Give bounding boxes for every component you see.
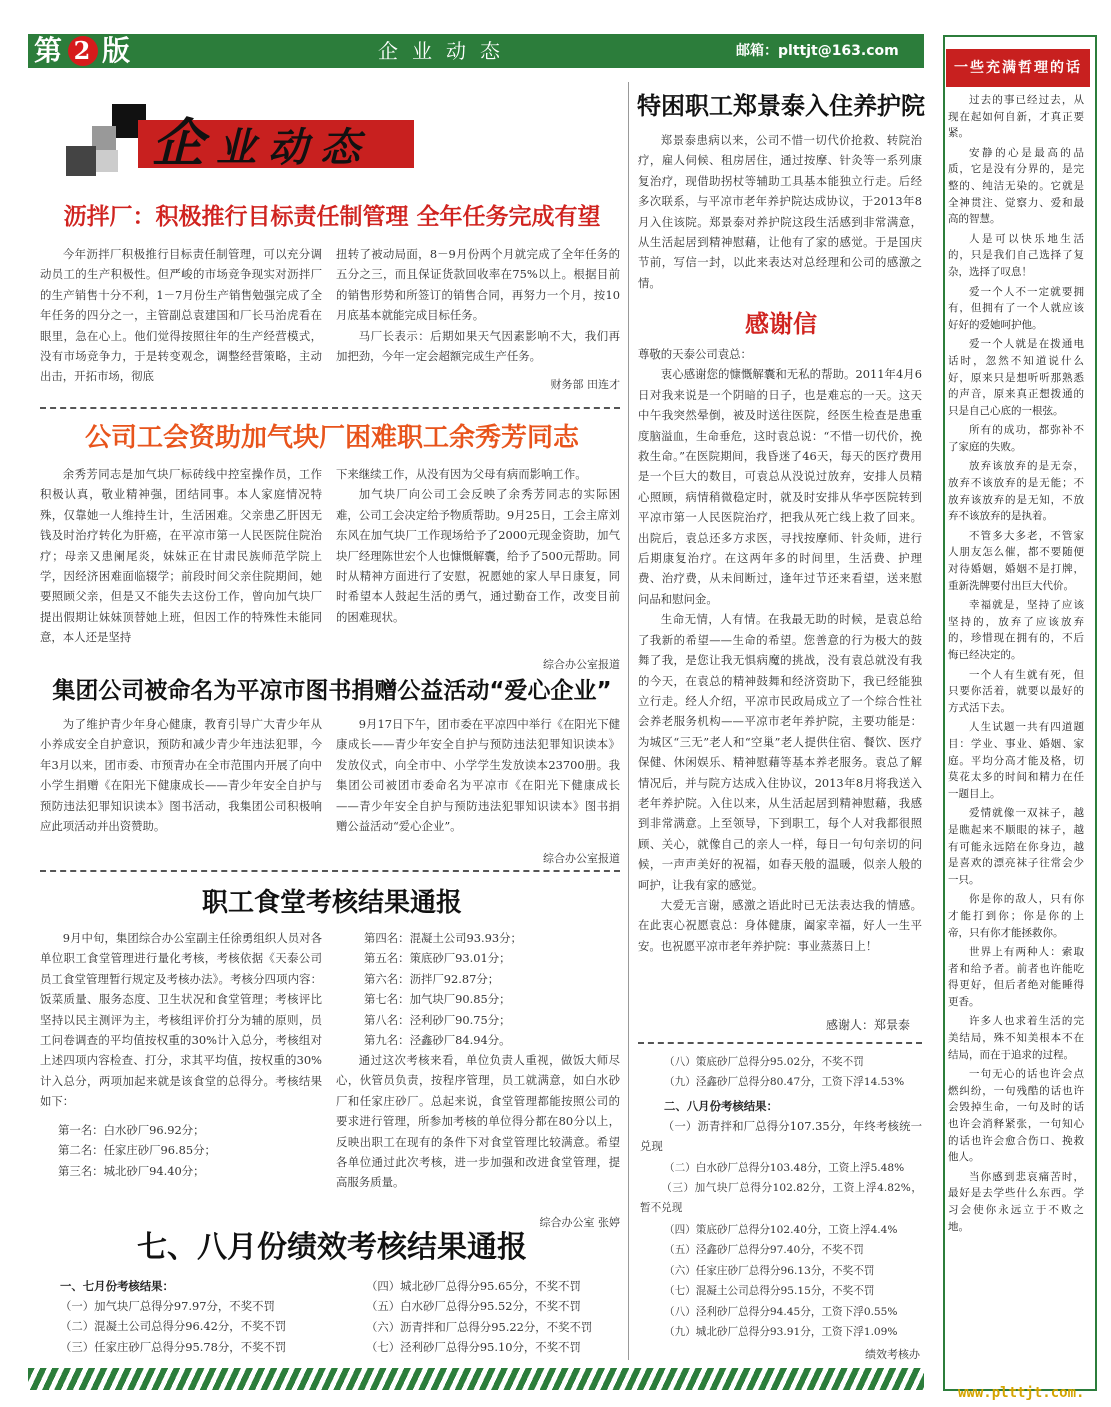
article5-signature: 绩效考核办 [865, 1348, 920, 1361]
banner-first-char: 企 [152, 113, 217, 174]
column-divider [628, 82, 629, 1360]
result-item: （六）沥青拌和厂总得分95.22分，不奖不罚 [366, 1319, 593, 1334]
article5-july-heading: 一、七月份考核结果： [60, 1279, 174, 1293]
article3-col1-text: 为了维护青少年身心健康，教育引导广大青少年从小养成安全自护意识，预防和减少青少年违法犯罪，今年3月以来，团市委、市预青办在全市范围内开展了向中小学生捐赠《在阳光下健康成长——青少年安全自护与预防违法犯罪知识读本》图书活动，我集团公司积极响应此项活动并出资赞助。 [40, 717, 322, 834]
edition-label [34, 34, 174, 68]
article1-col1 [40, 244, 322, 387]
divider-2 [40, 870, 620, 872]
sidebar-quote: 爱情就像一双袜子，越是瞧起来不顺眼的袜子，越有可能永远陪在你身边，越是喜欢的漂亮袜子往常会少一只。 [948, 807, 1084, 886]
sidebar-quote: 安静的心是最高的品质，它是没有分界的，是完整的、纯洁无染的。它就是全神贯注、觉察力、爱和最高的智慧。 [948, 146, 1084, 226]
article6-text: 郑景泰患病以来，公司不惜一切代价抢救、转院治疗，雇人伺候、租房居住，通过按摩、针灸等一系列康复治疗，现借助拐杖等辅助工具基本能独立行走。后经多次联系，与平凉市老年养护院达成协议，于2013年8月入住该院。郑景泰对养护院这段生活感到非常满意，从生活起居到精神慰藉，让他有了家的感觉。于是国庆节前，写信一封，以此来表达对总经理和公司的感激之情。 [638, 133, 922, 290]
sidebar-quote: 当你感到悲哀痛苦时，最好是去学些什么东西。学习会使你永远立于不败之地。 [948, 1170, 1084, 1233]
article1-title: 沥拌厂：积极推行目标责任制管理 全年任务完成有望 [63, 204, 601, 230]
article4-col2 [336, 1050, 620, 1193]
sidebar-quote: 爱一个人不一定就要拥有，但拥有了一个人就应该好好的爱她呵护他。 [948, 285, 1084, 331]
rank-item: 第三名：城北砂厂94.40分； [58, 1163, 205, 1178]
rank-item: 第二名：任家庄砂厂96.85分； [58, 1143, 216, 1158]
rank-item: 第一名：白水砂厂96.92分； [58, 1123, 205, 1137]
article7-title: 感谢信 [745, 310, 817, 338]
article2-col1 [40, 464, 322, 648]
article4-col1-text: 9月中旬，集团综合办公室副主任徐勇组织人员对各单位职工食堂管理进行量化考核，考核依据《天泰公司员工食堂管理暂行规定及考核办法》。考核分四项内容：饭菜质量、服务态度、卫生状况和食堂管理；考核评比坚持以民主测评为主，考核组评价打分为辅的原则，员工问卷调查的平均值按权重的30%计入总分，考核组对上述四项内容检查、打分，求其平均值，按权重的30%计入总分，两项加起来就是该食堂的总得分。考核结果如下： [40, 931, 322, 1109]
banner-rest: 业动态 [216, 124, 373, 171]
result-item: （八）策底砂厂总得分95.02分，不奖不罚 [664, 1056, 864, 1068]
footer-website-link[interactable]: www.plttjt.com. [958, 1385, 1085, 1401]
logo-square-dark [66, 146, 96, 176]
article2-signature: 综合办公室报道 [543, 658, 620, 671]
result-item: （四）城北砂厂总得分95.65分，不奖不罚 [366, 1279, 581, 1293]
article5-aug-third [640, 1178, 922, 1219]
article4-signature: 综合办公室 张婷 [539, 1216, 620, 1229]
article1-col2-para1: 扭转了被动局面，8－9月份两个月就完成了全年任务的五分之三，而且保证货款回收率在75%以上。根据目前的销售形势和所签订的销售合同，再努力一个月，按10月底基本就能完成目标任务。 [336, 247, 620, 323]
rank-item: 第九名：泾鑫砂厂84.94分。 [364, 1033, 511, 1048]
rank-item: 第六名：沥拌厂92.87分； [364, 971, 500, 986]
edition-prefix: 第 [34, 34, 65, 67]
result-item: （九）泾鑫砂厂总得分80.47分，工资下浮14.53% [664, 1076, 905, 1089]
section-banner-title [152, 113, 422, 174]
sidebar-quote: 世界上有两种人：索取者和给予者。前者也许能吃得更好，但后者绝对能睡得更香。 [948, 946, 1084, 1008]
article5-aug-heading: 二、八月份考核结果： [664, 1099, 778, 1113]
article4-ranks-top [58, 1120, 320, 1181]
footer-stripes [28, 1368, 924, 1390]
sidebar-quote: 幸福就是，坚持了应该坚持的，放弃了应该放弃的，珍惜现在拥有的，不后悔已经决定的。 [948, 599, 1084, 661]
article6-title: 特困职工郑景泰入住养护院 [637, 92, 925, 120]
edition-suffix: 版 [102, 34, 133, 67]
article4-col1 [40, 928, 322, 1112]
sidebar-quote: 你是你的敌人，只有你才能打到你；你是你的上帝，只有你才能拯救你。 [948, 893, 1084, 939]
article1-col2 [336, 244, 620, 366]
letter-para: 大爱无言谢，感激之语此时已无法表达我的情感。在此衷心祝愿袁总：身体健康，阖家幸福，好人一生平安。也祝愿平凉市老年养护院：事业蒸蒸日上！ [638, 897, 922, 953]
article5-july-col2 [366, 1276, 622, 1358]
sidebar-title: 一些充满哲理的话 [946, 49, 1090, 87]
article1-col1-text: 今年沥拌厂积极推行目标责任制管理，可以充分调动员工的生产积极性。但严峻的市场竞争现实对沥拌厂的生产销售十分不利，1－7月份生产销售勉强完成了全年任务的四分之一，主管副总袁建国和厂长马治虎看在眼里，急在心上。他们觉得按照往年的生产经营模式，没有市场竞争力，于是转变观念，调整经营策略，主动出击，开拓市场，彻底 [40, 247, 322, 384]
result-item: （七）混凝土公司总得分95.15分，不奖不罚 [664, 1285, 875, 1298]
sidebar-quote: 爱一个人就是在拨通电话时，忽然不知道说什么好，原来只是想听听那熟悉的声音，原来真正想拨通的只是自己心底的一根弦。 [948, 338, 1084, 417]
rank-item: 第四名：混凝土公司93.93分； [364, 931, 522, 945]
article1-signature: 财务部 田连才 [550, 378, 620, 391]
result-item: （四）策底砂厂总得分102.40分，工资上浮4.4% [664, 1224, 898, 1236]
result-item: （一）沥青拌和厂总得分107.35分，年终考核统一兑现 [640, 1119, 922, 1154]
sidebar-quote: 人生试题一共有四道题目：学业、事业、婚姻、家庭。平均分高才能及格，切莫花太多的时间和精力在任一题目上。 [948, 721, 1084, 800]
result-item: （二）混凝土公司总得分96.42分，不奖不罚 [60, 1319, 287, 1334]
logo-square-light [96, 150, 118, 172]
section-name: 企业动态 [378, 39, 514, 63]
rank-item: 第五名：策底砂厂93.01分； [364, 951, 511, 966]
sidebar-body [948, 92, 1084, 1238]
email-label: 邮箱：plttjt@163.com [736, 43, 899, 59]
letter-para: 衷心感谢您的慷慨解囊和无私的帮助。2011年4月6日对我来说是一个阴暗的日子，也是难忘的一天。这天中午我突然晕倒，被及时送往医院，经医生检查是患重度脑溢血，生命垂危，这时袁总说：“不惜一切代价，挽救生命。”在医院期间，我昏迷了46天，每天的医疗费用是一个巨大的数目，可袁总从没说过放弃，安排人员精心照顾，病情稍微稳定时，就及时安排从华亭医院转到平凉市第一人民医院治疗，把我从死亡线上救了回来。出院后，袁总还多方求医，寻找按摩师、针灸师，进行后期康复治疗。在这两年多的时间里，生活费、护理费、治疗费，从未间断过，逢年过节还来看望，送来慰问品和慰问金。 [638, 367, 922, 606]
sidebar-quote: 一句无心的话也许会点燃纠纷，一句残酷的话也许会毁掉生命，一句及时的话也许会消释紧张，一句知心的话也许会愈合伤口、挽救他人。 [948, 1068, 1084, 1164]
result-item: （二）白水砂厂总得分103.48分，工资上浮5.48% [664, 1162, 905, 1174]
result-item: （八）泾利砂厂总得分94.45分，工资下浮0.55% [664, 1305, 898, 1318]
result-item: （七）泾利砂厂总得分95.10分，不奖不罚 [366, 1340, 581, 1355]
sidebar-quote: 一个人有生就有死，但只要你活着，就要以最好的方式活下去。 [948, 668, 1084, 714]
article4-ranks-bottom [364, 928, 620, 1050]
sidebar-quote: 人是可以快乐地生活的，只是我们自己选择了复杂，选择了叹息！ [948, 232, 1084, 278]
article2-col2 [336, 464, 620, 627]
article2-col2-para2: 加气块厂向公司工会反映了余秀芳同志的实际困难，公司工会决定给予物质帮助。9月25日，工会主席刘东风在加气块厂工作现场给予了2000元现金资助，加气块厂经理陈世宏个人也慷慨解囊，给予了500元帮助。同时从精神方面进行了安慰，祝愿她的家人早日康复，同时希望本人鼓起生活的勇气，通过勤奋工作，改变目前的困难现状。 [336, 487, 620, 624]
letter-para: 生命无情，人有情。在我最无助的时候，是袁总给了我新的希望——生命的希望。您善意的行为极大的鼓舞了我，是您让我无惧病魔的挑战，没有袁总就没有我的今天，在袁总的精神鼓舞和经济资助下，我已经能独立行走。经人介绍，平凉市民政局成立了一个综合性社会养老服务机构——平凉市老年养护院，主要功能是：为城区“三无”老人和“空巢”老人提供住宿、餐饮、医疗保健、休闲娱乐、精神慰藉等基本养老服务。袁总了解情况后，并与院方达成入住协议，2013年8月将我送入老年养护院。入住以来，从生活起居到精神慰藉，我感到非常满意。上至领导，下到职工，每个人对我都很照顾、关心，就像自己的亲人一样，每日一句句亲切的问候，一声声美好的祝福，如春天般的温暖，似亲人般的呵护，让我有家的感觉。 [638, 612, 922, 892]
rank-item: 第八名：泾利砂厂90.75分； [364, 1012, 511, 1027]
sidebar-quote: 许多人也求着生活的完美结局，殊不知美根本不在结局，而在于追求的过程。 [948, 1015, 1084, 1061]
article7-signature: 感谢人：郑景泰 [825, 1018, 910, 1032]
sidebar-quote: 所有的成功，都弥补不了家庭的失败。 [948, 424, 1084, 453]
article1-col2-para2: 马厂长表示：后期如果天气因素影响不大，我们再加把劲，今年一定会超额完成生产任务。 [336, 328, 620, 364]
result-item: （三）任家庄砂厂总得分95.78分，不奖不罚 [60, 1339, 287, 1354]
article5-july-col3 [664, 1052, 924, 1093]
article2-col2-para1: 下来继续工作，从没有因为父母有病而影响工作。 [336, 467, 587, 481]
result-item: （六）任家庄砂厂总得分96.13分，不奖不罚 [664, 1264, 875, 1277]
result-item: （五）白水砂厂总得分95.52分，不奖不罚 [366, 1299, 581, 1314]
sidebar-quote: 放弃该放弃的是无奈，放弃不该放弃的是无能；不放弃该放弃的是无知，不放弃不该放弃的是执着。 [948, 460, 1084, 523]
article5-aug-first [640, 1116, 922, 1157]
divider-1 [40, 407, 620, 409]
article2-title: 公司工会资助加气块厂困难职工余秀芳同志 [84, 423, 579, 453]
article7-body [638, 344, 922, 956]
sidebar-quote: 不管多大多老，不管家人朋友怎么催，都不要随便对待婚姻，婚姻不是打牌，重新洗牌要付出巨大代价。 [948, 529, 1084, 592]
article3-col1 [40, 714, 322, 836]
result-item: （三）加气块厂总得分102.82分，工资上浮4.82%，暂不兑现 [640, 1182, 922, 1215]
result-item: （五）泾鑫砂厂总得分97.40分，不奖不罚 [664, 1244, 864, 1257]
article3-signature: 综合办公室报道 [543, 852, 620, 865]
sidebar-quote: 过去的事已经过去，从现在起如何自新，才真正要紧。 [948, 94, 1084, 140]
result-item: （九）城北砂厂总得分93.91分，工资下浮1.09% [664, 1326, 898, 1339]
letter-greeting: 尊敬的天泰公司袁总： [638, 347, 752, 361]
article5-aug-col [664, 1158, 924, 1178]
edition-number-badge: 2 [68, 36, 98, 66]
rank-item: 第七名：加气块厂90.85分； [364, 992, 511, 1007]
result-item: （一）加气块厂总得分97.97分，不奖不罚 [60, 1299, 275, 1313]
article3-col2 [336, 714, 620, 836]
article5-aug-rest [664, 1220, 924, 1342]
divider-3 [638, 1042, 922, 1044]
article4-title: 职工食堂考核结果通报 [201, 888, 462, 918]
article3-title: 集团公司被命名为平凉市图书捐赠公益活动“爱心企业” [52, 678, 612, 704]
article6-body [638, 130, 922, 293]
article5-title: 七、八月份绩效考核结果通报 [137, 1230, 527, 1265]
article5-july-col1 [60, 1296, 340, 1357]
article2-col1-text: 余秀芳同志是加气块厂标砖线中控室操作员，工作积极认真，敬业精神强，团结同事。本人家庭情况特殊，仅靠她一人维持生计，生活困难。父亲患乙肝因无钱及时治疗转化为肝癌，在平凉市第一人民医院住院治疗；母亲又患阑尾炎，妹妹正在甘肃民族师范学院上学，因经济困难面临辍学；前段时间父亲住院期间，她要照顾父亲，但是又不能失去这份工作，曾向加气块厂提出假期让妹妹顶替她上班，但因工作的特殊性未能同意，本人还是坚持 [40, 467, 322, 645]
article3-col2-text: 9月17日下午，团市委在平凉四中举行《在阳光下健康成长——青少年安全自护与预防违法犯罪知识读本》发放仪式，向全市中、小学学生发放读本23700册。我集团公司被团市委命名为平凉市《在阳光下健康成长——青少年安全自护与预防违法犯罪知识读本》图书捐赠公益活动“爱心企业”。 [336, 717, 620, 834]
article4-col2-text: 通过这次考核来看，单位负责人重视，做饭大师尽心，伙管员负责，按程序管理，员工就满意，如白水砂厂和任家庄砂厂。总起来说，食堂管理都能按照公司的要求进行管理，所参加考核的单位得分都在80分以上，反映出职工在现有的条件下对食堂管理比较满意。希望各单位通过此次考核，进一步加强和改进食堂管理，提高服务质量。 [336, 1053, 620, 1190]
